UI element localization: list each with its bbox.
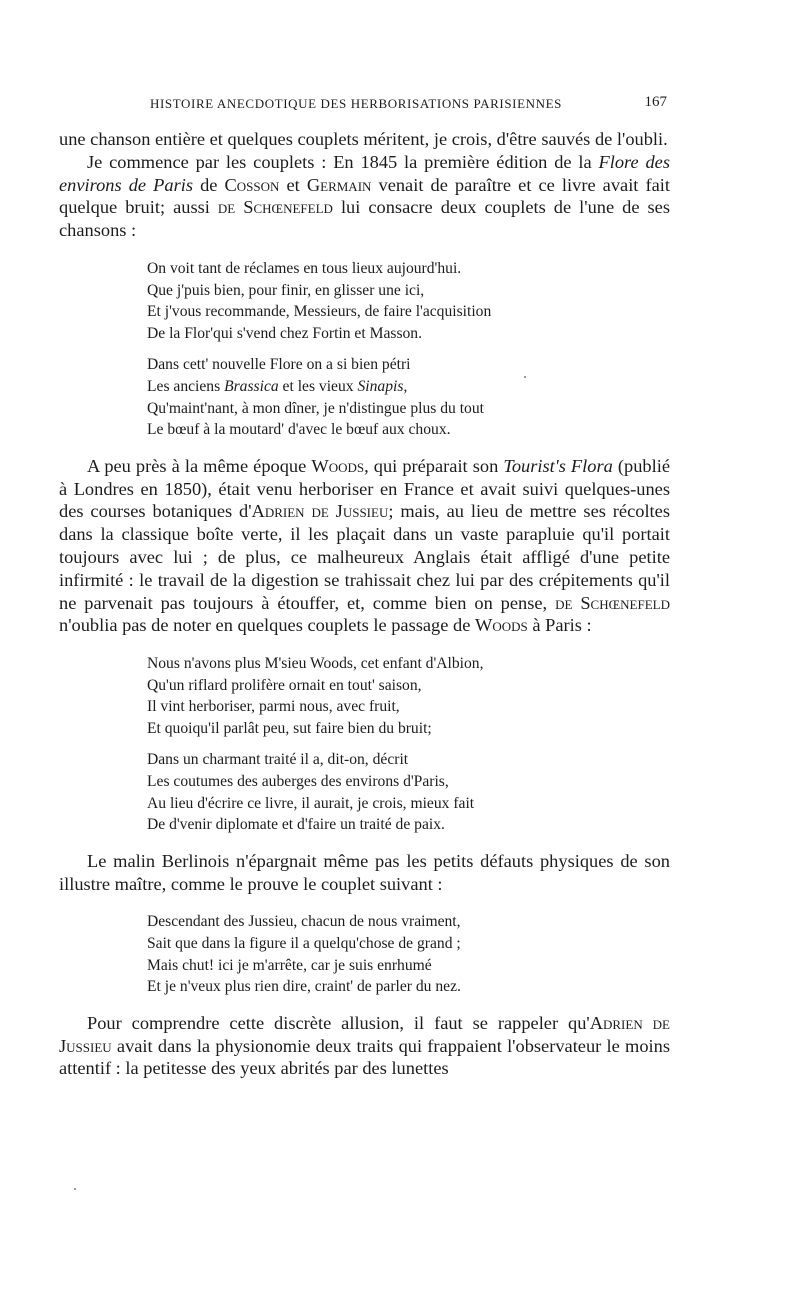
poem-flore	[147, 258, 670, 441]
verse-line: Dans un charmant traité il a, dit-on, décrit	[147, 751, 409, 769]
verse-line: De la Flor'qui s'vend chez Fortin et Masson.	[147, 324, 422, 342]
person-schoenefeld: de Schœnefeld	[555, 592, 670, 613]
paragraph-continuation: une chanson entière et quelques couplets méritent, je crois, d'être sauvés de l'oubli.	[59, 129, 668, 149]
verse-line: On voit tant de réclames en tous lieux aujourd'hui.	[147, 259, 462, 277]
scan-speck	[524, 376, 526, 378]
author-schoenefeld: de Schœnefeld	[217, 197, 333, 218]
verse-line: Que j'puis bien, pour finir, en glisser une ici,	[147, 281, 425, 299]
verse-line: Les coutumes des auberges des environs d'Paris,	[147, 773, 449, 791]
plant-name-brassica: Brassica	[224, 377, 279, 395]
verse-line: Dans cett' nouvelle Flore on a si bien pétri	[147, 356, 411, 374]
verse-line: Descendant des Jussieu, chacun de nous vraiment,	[147, 913, 461, 931]
scan-speck	[74, 1188, 76, 1190]
verse-line: Il vint herboriser, parmi nous, avec fruit,	[147, 698, 400, 716]
verse-line: Qu'un riflard prolifère ornait en tout' saison,	[147, 676, 422, 694]
person-woods: Woods	[311, 455, 365, 476]
paragraph-woods: A peu près à la même époque Woods, qui préparait son Tourist's Flora (publié à Londres en 1850), était venu herboriser en France et avait suivi quelques-unes des courses botaniques d'Adrien de Jussieu; mais, au lieu de mettre ses récoltes dans la classique boîte verte, il les plaçait dans un vaste parapluie qu'il portait toujours avec lui ; de plus, ce malheureux Anglais était affligé d'une petite infirmité : le travail de la digestion se trahissait chez lui par des crépitements qu'il ne parvenait pas toujours à étouffer, et, comme bien on pense, de Schœnefeld n'oublia pas de noter en quelques couplets le passage de Woods à Paris :	[59, 455, 670, 636]
paragraph-flore: Je commence par les couplets : En 1845 la première édition de la Flore des environs de Paris de Cosson et Germain venait de paraître et ce livre avait fait quelque bruit; aussi de Schœnefeld lui consacre deux couplets de l'une de ses chansons :	[59, 151, 670, 241]
verse-line: Le bœuf à la moutard' d'avec le bœuf aux choux.	[147, 421, 451, 439]
book-title-tourists-flora: Tourist's Flora	[503, 455, 613, 476]
running-header: HISTOIRE ANECDOTIQUE DES HERBORISATIONS PARISIENNES	[150, 96, 562, 111]
author-cosson: Cosson	[224, 174, 280, 195]
paragraph-berlinois: Le malin Berlinois n'épargnait même pas les petits défauts physiques de son illustre maître, comme le prouve le couplet suivant :	[59, 850, 670, 894]
verse-line: Qu'maint'nant, à mon dîner, je n'distingue plus du tout	[147, 399, 484, 417]
paragraph-allusion: Pour comprendre cette discrète allusion, il faut se rappeler qu'Adrien de Jussieu avait dans la physionomie deux traits qui frappaient l'observateur le moins attentif : la petitesse des yeux abrités par des lunettes	[59, 1012, 670, 1079]
verse-line: Au lieu d'écrire ce livre, il aurait, je crois, mieux fait	[147, 794, 475, 812]
author-germain: Germain	[306, 174, 372, 195]
book-title-flore: Flore des environs de Paris	[59, 151, 670, 195]
verse-line: Et j'vous recommande, Messieurs, de faire l'acquisition	[147, 303, 492, 321]
person-adrien-de-jussieu: Adrien de Jussieu	[251, 501, 389, 522]
poem-woods	[147, 653, 670, 836]
verse-line: Les anciens Brassica et les vieux Sinapis,	[147, 377, 408, 395]
stanza	[147, 354, 670, 440]
verse-line: De d'venir diplomate et d'faire un traité de paix.	[147, 816, 445, 834]
verse-line: Nous n'avons plus M'sieu Woods, cet enfant d'Albion,	[147, 655, 484, 673]
page-body	[59, 128, 670, 1080]
person-adrien-de-jussieu: Adrien de Jussieu	[59, 1012, 670, 1056]
stanza	[147, 258, 670, 344]
verse-line: Et je n'veux plus rien dire, craint' de parler du nez.	[147, 978, 461, 996]
verse-line: Et quoiqu'il parlât peu, sut faire bien du bruit;	[147, 719, 432, 737]
person-woods: Woods	[474, 615, 528, 636]
verse-line: Sait que dans la figure il a quelqu'chose de grand ;	[147, 935, 461, 953]
poem-jussieu	[147, 911, 670, 997]
stanza	[147, 653, 670, 739]
page-number: 167	[644, 94, 667, 110]
stanza	[147, 911, 670, 997]
stanza	[147, 749, 670, 835]
verse-line: Mais chut! ici je m'arrête, car je suis enrhumé	[147, 956, 432, 974]
plant-name-sinapis: Sinapis,	[357, 377, 408, 395]
